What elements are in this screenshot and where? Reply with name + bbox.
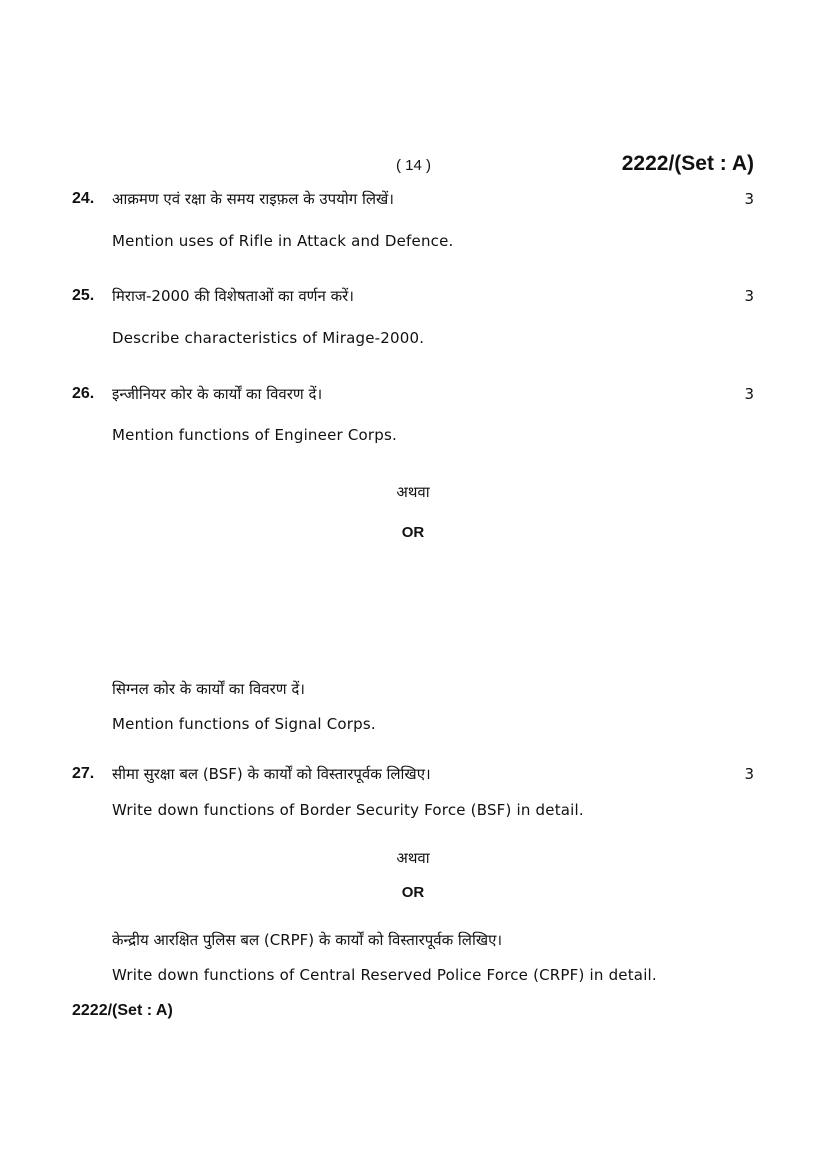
question-25-hindi: मिराज-2000 की विशेषताओं का वर्णन करें। bbox=[112, 287, 354, 305]
question-24-english: Mention uses of Rifle in Attack and Defence. bbox=[112, 232, 454, 250]
question-27-marks: 3 bbox=[744, 765, 754, 783]
question-27-number: 27. bbox=[72, 765, 95, 782]
paper-code-header: 2222/(Set : A) bbox=[621, 152, 754, 175]
question-25-number: 25. bbox=[72, 287, 95, 304]
question-24-number: 24. bbox=[72, 190, 95, 207]
question-26-alt-english: Mention functions of Signal Corps. bbox=[112, 715, 376, 733]
question-26-hindi: इन्जीनियर कोर के कार्यों का विवरण दें। bbox=[112, 385, 323, 403]
question-25-english: Describe characteristics of Mirage-2000. bbox=[112, 329, 425, 347]
question-26-number: 26. bbox=[72, 385, 95, 402]
question-26-alt-hindi: सिग्नल कोर के कार्यों का विवरण दें। bbox=[112, 680, 305, 698]
question-27-or-english: OR bbox=[401, 884, 425, 901]
question-26-marks: 3 bbox=[744, 385, 754, 403]
question-24-hindi: आक्रमण एवं रक्षा के समय राइफ़ल के उपयोग लिखें। bbox=[112, 190, 394, 208]
question-27-alt-hindi: केन्द्रीय आरक्षित पुलिस बल (CRPF) के कार्यों को विस्तारपूर्वक लिखिए। bbox=[112, 931, 503, 949]
question-27-alt-english: Write down functions of Central Reserved Police Force (CRPF) in detail. bbox=[112, 966, 657, 984]
question-27-english: Write down functions of Border Security Force (BSF) in detail. bbox=[112, 801, 584, 819]
question-26-or-english: OR bbox=[401, 524, 425, 541]
question-27-hindi: सीमा सुरक्षा बल (BSF) के कार्यों को विस्तारपूर्वक लिखिए। bbox=[112, 765, 431, 783]
question-24-marks: 3 bbox=[744, 190, 754, 208]
paper-code-footer: 2222/(Set : A) bbox=[72, 1002, 173, 1019]
question-26-or-hindi: अथवा bbox=[396, 483, 430, 501]
page-number: ( 14 ) bbox=[396, 157, 432, 174]
question-27-or-hindi: अथवा bbox=[396, 849, 430, 867]
question-26-english: Mention functions of Engineer Corps. bbox=[112, 426, 397, 444]
question-25-marks: 3 bbox=[744, 287, 754, 305]
